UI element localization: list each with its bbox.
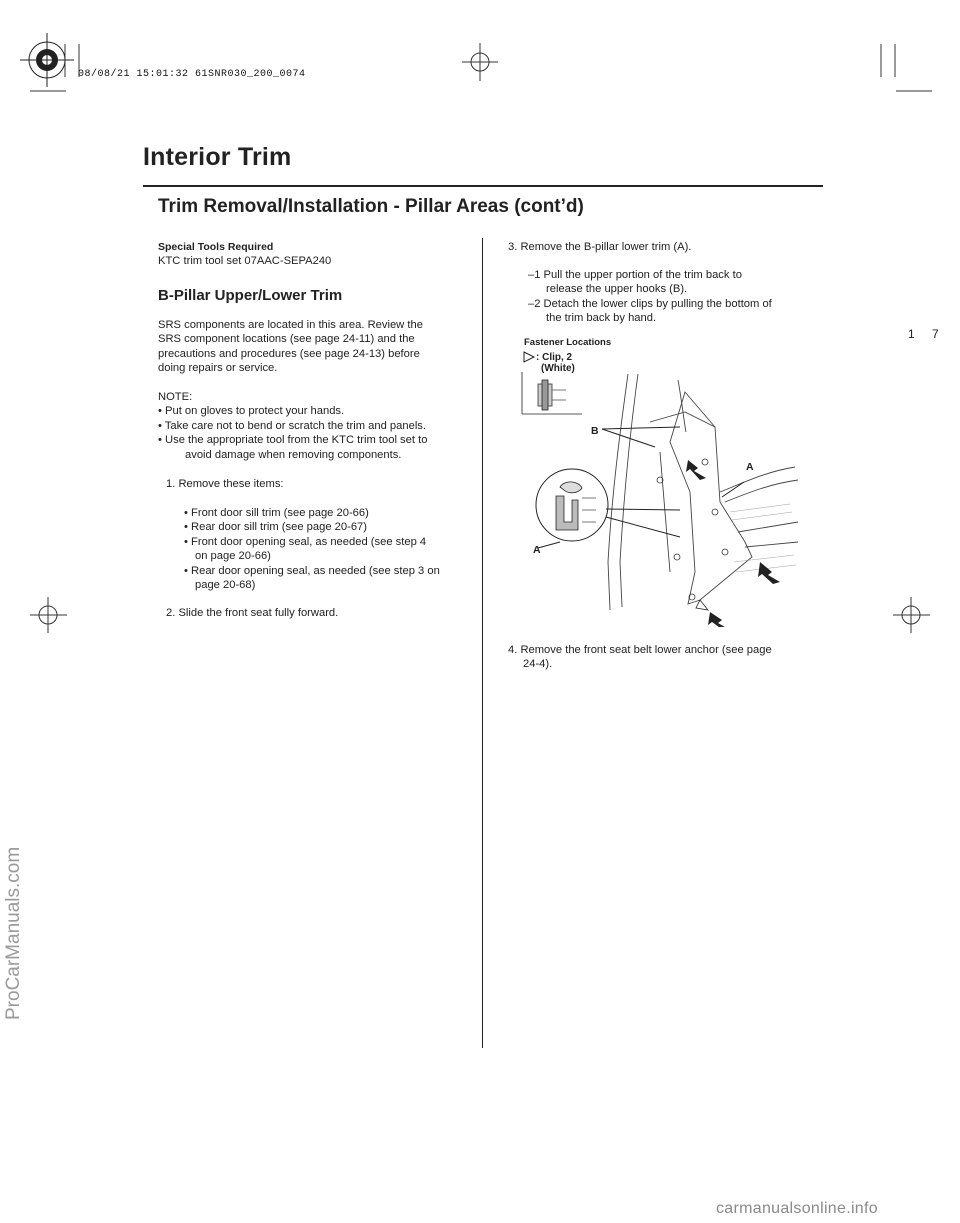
step-1: 1. Remove these items: — [166, 478, 284, 490]
step-3-sub-2-cont: the trim back by hand. — [546, 312, 657, 324]
note-item: • Put on gloves to protect your hands. — [158, 405, 345, 418]
special-tools-line: KTC trim tool set 07AAC-SEPA240 — [158, 255, 332, 267]
step-2: 2. Slide the front seat fully forward. — [166, 607, 339, 619]
list-item: page 20-68) — [195, 579, 256, 592]
clip-thumbnail — [522, 372, 582, 414]
clip-detail-callout — [536, 469, 608, 541]
special-tools-heading: Special Tools Required — [158, 241, 274, 253]
pillar-body — [608, 374, 798, 610]
list-item: • Rear door sill trim (see page 20-67) — [184, 521, 367, 534]
srs-line: doing repairs or service. — [158, 362, 278, 375]
note-item: • Take care not to bend or scratch the trim and panels. — [158, 419, 427, 432]
title-rule — [143, 185, 823, 187]
note-item: • Use the appropriate tool from the KTC trim tool set to — [158, 434, 428, 447]
step-3-sub-2: –2 Detach the lower clips by pulling the bottom of — [528, 298, 772, 310]
label-a-upper: A — [746, 461, 754, 473]
fastener-heading: Fastener Locations — [524, 337, 612, 348]
step-3: 3. Remove the B-pillar lower trim (A). — [508, 241, 692, 253]
b-pillar-trim-illustration — [520, 372, 800, 627]
step-3-sub-1-cont: release the upper hooks (B). — [546, 283, 688, 295]
arrow-outline-icon — [696, 600, 708, 610]
step-1-list — [184, 506, 474, 592]
section-title: Trim Removal/Installation - Pillar Areas (cont’d) — [158, 196, 584, 217]
step-4-cont: 24-4). — [523, 658, 553, 670]
clip-label: : Clip, 2 — [536, 352, 573, 363]
srs-line: precautions and procedures (see page 24-13) before — [158, 347, 420, 360]
label-a-lower: A — [533, 544, 541, 556]
clip-color: (White) — [541, 363, 575, 374]
clip-symbol-icon — [522, 350, 536, 364]
watermark-left: ProCarManuals.com — [3, 846, 24, 1020]
side-index: 1 7 — [908, 327, 946, 341]
watermark-bottom: carmanualsonline.info — [716, 1200, 878, 1217]
step-4: 4. Remove the front seat belt lower anchor (see page — [508, 644, 772, 656]
subsection-heading: B-Pillar Upper/Lower Trim — [158, 287, 343, 304]
list-item: • Front door opening seal, as needed (see step 4 — [184, 535, 427, 548]
step-3-sub-1: –1 Pull the upper portion of the trim back to — [528, 269, 742, 281]
list-item: • Rear door opening seal, as needed (see step 3 on — [184, 564, 440, 577]
label-b: B — [591, 425, 599, 437]
print-stamp: 08/08/21 15:01:32 61SNR030_200_0074 — [78, 69, 306, 80]
note-label: NOTE: — [158, 391, 193, 403]
note-item: avoid damage when removing components. — [185, 448, 402, 461]
note-block — [158, 390, 478, 462]
background-hatch — [730, 504, 796, 572]
srs-line: SRS component locations (see page 24-11) and the — [158, 333, 415, 346]
srs-warning — [158, 318, 473, 376]
list-item: • Front door sill trim (see page 20-66) — [184, 507, 369, 519]
list-item: on page 20-66) — [195, 550, 271, 563]
srs-line: SRS components are located in this area. Review the — [158, 319, 423, 331]
column-divider — [482, 238, 483, 1048]
page-title: Interior Trim — [143, 143, 292, 171]
crosshair-target-icon — [20, 33, 74, 87]
